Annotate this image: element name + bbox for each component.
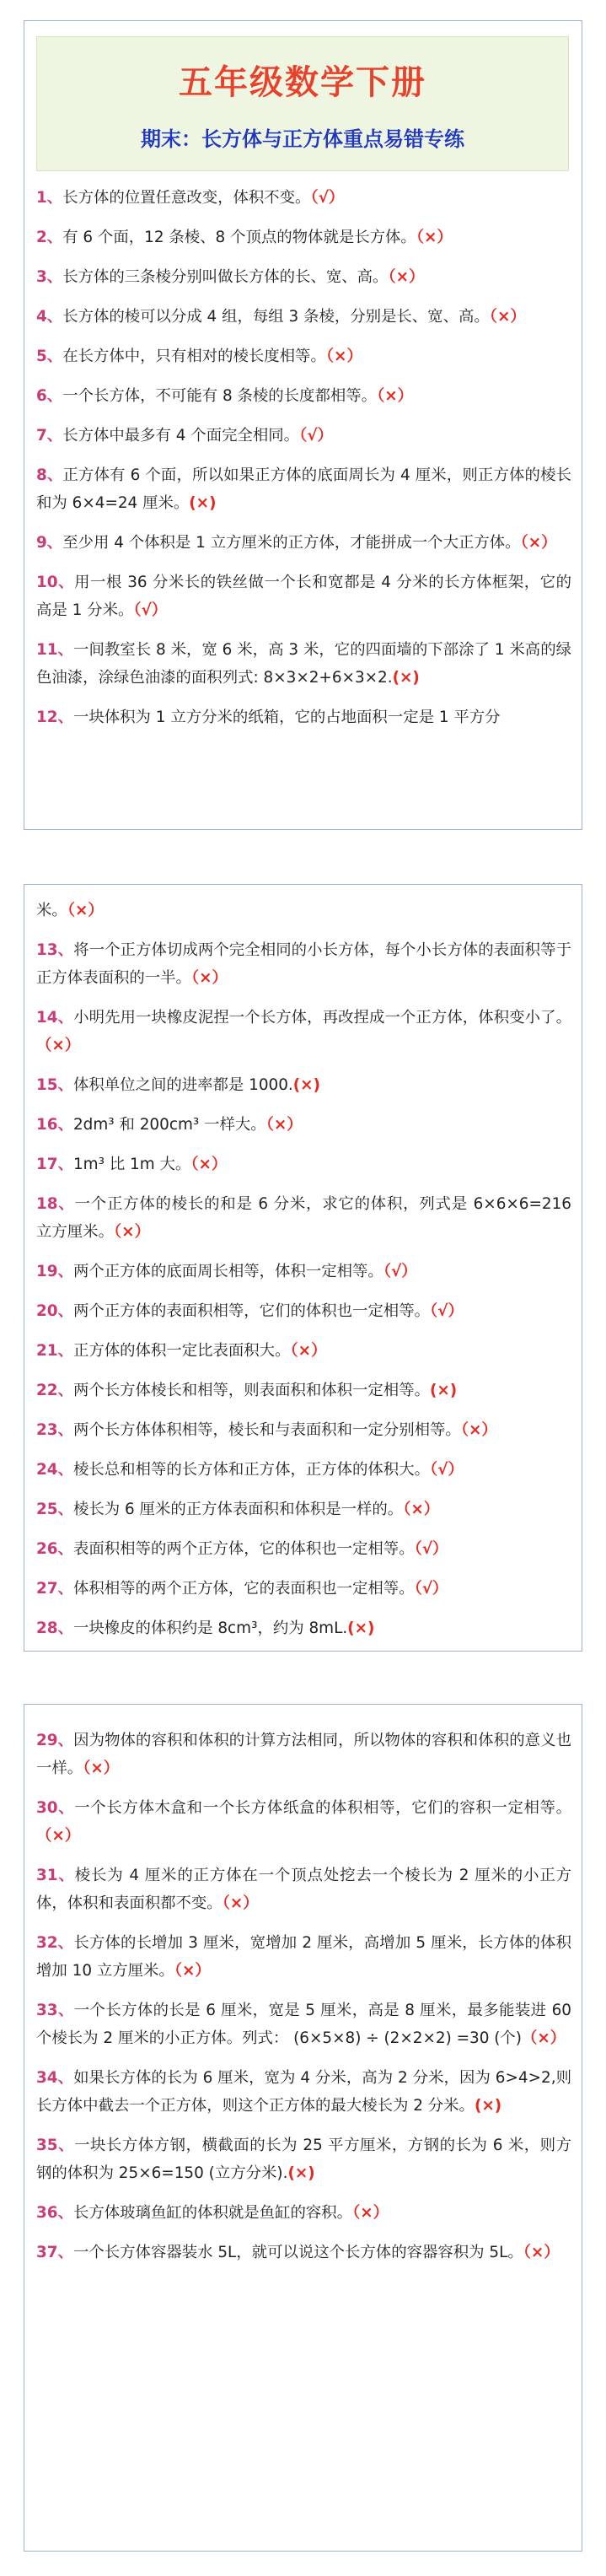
answer-mark: (×) bbox=[392, 669, 420, 687]
answer-mark: （×） bbox=[67, 902, 104, 919]
question-text: 用一根 36 分米长的铁丝做一个长和宽都是 4 分米的长方体框架，它的高是 1 分米。 bbox=[36, 574, 571, 619]
question-text: 棱长为 6 厘米的正方体表面积和体积是一样的。 bbox=[72, 1501, 404, 1518]
question-item bbox=[36, 1258, 571, 1285]
question-item bbox=[36, 1151, 571, 1178]
question-item bbox=[36, 1190, 571, 1246]
question-text: 有 6 个面，12 条棱、8 个顶点的物体就是长方体。 bbox=[62, 229, 416, 246]
question-item bbox=[36, 382, 571, 410]
question-text: 两个长方体体积相等，棱长和与表面积和一定分别相等。 bbox=[72, 1421, 461, 1439]
question-number: 1、 bbox=[36, 189, 63, 207]
question-item bbox=[36, 1111, 571, 1139]
question-text: 一个正方体的棱长的和是 6 分米，求它的体积，列式是 6×6×6=216 立方厘米。 bbox=[36, 1195, 572, 1241]
worksheet-panel-1 bbox=[24, 20, 582, 830]
answer-mark: （√） bbox=[429, 1461, 464, 1479]
answer-mark: （√） bbox=[414, 1540, 448, 1558]
question-item bbox=[36, 1071, 571, 1099]
answer-mark: (×) bbox=[287, 2164, 315, 2182]
question-number: 28、 bbox=[36, 1619, 73, 1637]
answer-mark: （×） bbox=[36, 1037, 81, 1054]
question-item bbox=[36, 1004, 571, 1059]
question-item bbox=[36, 1929, 571, 1985]
question-number: 22、 bbox=[36, 1382, 73, 1399]
question-number: 9、 bbox=[36, 534, 63, 552]
question-text: 正方体的体积一定比表面积大。 bbox=[72, 1342, 291, 1360]
question-number: 34、 bbox=[36, 2069, 74, 2087]
answer-mark: （×） bbox=[83, 1760, 120, 1777]
question-item bbox=[36, 263, 571, 291]
question-text: 1m³ 比 1m 大。 bbox=[72, 1156, 191, 1173]
question-text: 一个长方体木盒和一个长方体纸盒的体积相等，它们的容积一定相等。 bbox=[74, 1799, 571, 1817]
question-text: 在长方体中，只有相对的棱长度相等。 bbox=[62, 348, 326, 365]
answer-mark: (×) bbox=[474, 2097, 502, 2115]
question-text: 两个正方体的底面周长相等，体积一定相等。 bbox=[72, 1263, 383, 1280]
question-item bbox=[36, 703, 571, 731]
question-text: 一块体积为 1 立方分米的纸箱，它的占地面积一定是 1 平方分 bbox=[72, 709, 501, 726]
question-item bbox=[36, 1495, 571, 1523]
question-number: 5、 bbox=[36, 348, 63, 365]
question-number: 13、 bbox=[36, 941, 74, 959]
question-number: 12、 bbox=[36, 709, 73, 726]
question-item bbox=[36, 2064, 571, 2120]
answer-mark: (×) bbox=[292, 1076, 321, 1094]
answer-mark: （×） bbox=[113, 1223, 150, 1241]
answer-mark: （×） bbox=[460, 1421, 497, 1439]
answer-mark: （√） bbox=[299, 427, 333, 445]
answer-mark: （×） bbox=[190, 969, 228, 987]
question-item bbox=[36, 422, 571, 450]
question-item bbox=[36, 1337, 571, 1365]
question-number: 26、 bbox=[36, 1540, 73, 1558]
answer-mark: (×) bbox=[189, 494, 217, 512]
question-number: 18、 bbox=[36, 1195, 75, 1213]
question-item bbox=[36, 1416, 571, 1444]
question-text: 一块长方体方钢，横截面的长为 25 平方厘米，方钢的长为 6 米，则方钢的体积为 25×6=150 (立方分米). bbox=[36, 2137, 571, 2182]
answer-mark: （×） bbox=[174, 1962, 211, 1980]
answer-mark: （√） bbox=[133, 601, 168, 619]
question-item bbox=[36, 1297, 571, 1325]
question-number: 11、 bbox=[36, 641, 74, 659]
answer-mark: （×） bbox=[377, 387, 414, 405]
answer-mark: (×) bbox=[429, 1382, 458, 1399]
question-item bbox=[36, 1727, 571, 1782]
question-number: 10、 bbox=[36, 574, 75, 591]
question-text: 长方体中最多有 4 个面完全相同。 bbox=[62, 427, 300, 445]
question-number: 37、 bbox=[36, 2244, 73, 2261]
answer-mark: （×） bbox=[222, 1894, 259, 1912]
question-item bbox=[36, 2131, 571, 2187]
question-text: 体积相等的两个正方体，它的表面积也一定相等。 bbox=[72, 1580, 415, 1598]
page-subtitle: 期末：长方体与正方体重点易错专练 bbox=[141, 127, 464, 151]
question-text: 一个长方体的长是 6 厘米，宽是 5 厘米，高是 8 厘米，最多能装进 60 个棱长为 2 厘米的小正方体。列式： (6×5×8) ÷ (2×2×2) =30 (个) bbox=[36, 2002, 572, 2047]
question-item bbox=[36, 184, 571, 212]
question-number: 3、 bbox=[36, 268, 63, 286]
question-list-3 bbox=[36, 1727, 571, 2278]
answer-mark: （×） bbox=[325, 348, 362, 365]
question-text: 至少用 4 个体积是 1 立方厘米的正方体，才能拼成一个大正方体。 bbox=[62, 534, 521, 552]
answer-mark: （√） bbox=[429, 1302, 464, 1320]
question-number: 25、 bbox=[36, 1501, 73, 1518]
question-text: 长方体玻璃鱼缸的体积就是鱼缸的容积。 bbox=[72, 2204, 353, 2222]
question-number: 30、 bbox=[36, 1799, 75, 1817]
question-text: 体积单位之间的进率都是 1000. bbox=[72, 1076, 293, 1094]
answer-mark: （×） bbox=[290, 1342, 327, 1360]
question-text: 棱长总和相等的长方体和正方体，正方体的体积大。 bbox=[72, 1461, 430, 1479]
answer-mark: （×） bbox=[416, 229, 453, 246]
answer-mark: （×） bbox=[489, 308, 526, 326]
question-text: 棱长为 4 厘米的正方体在一个顶点处挖去一个棱长为 2 厘米的小正方体，体积和表面积都不变。 bbox=[36, 1867, 571, 1912]
question-item bbox=[36, 1377, 571, 1404]
question-number: 15、 bbox=[36, 1076, 73, 1094]
question-text: 一间教室长 8 米，宽 6 米，高 3 米，它的四面墙的下部涂了 1 米高的绿色油漆，涂绿色油漆的面积列式: 8×3×2+6×3×2. bbox=[36, 641, 572, 687]
answer-mark: （×） bbox=[403, 1501, 440, 1518]
question-number: 36、 bbox=[36, 2204, 73, 2222]
question-number: 14、 bbox=[36, 1009, 74, 1027]
question-item bbox=[36, 1862, 571, 1917]
answer-mark: （×） bbox=[36, 1827, 81, 1845]
question-number: 24、 bbox=[36, 1461, 73, 1479]
question-item bbox=[36, 1535, 571, 1563]
question-text: 一块橡皮的体积约是 8cm³，约为 8mL. bbox=[72, 1619, 348, 1637]
question-text: 长方体的棱可以分成 4 组，每组 3 条棱，分别是长、宽、高。 bbox=[62, 308, 490, 326]
question-number: 29、 bbox=[36, 1732, 74, 1749]
worksheet-panel-2 bbox=[24, 884, 582, 1652]
answer-mark: （×） bbox=[190, 1156, 228, 1173]
question-text: 将一个正方体切成两个完全相同的小长方体，每个小长方体的表面积等于正方体表面积的一半。 bbox=[36, 941, 571, 987]
question-item bbox=[36, 342, 571, 370]
question-text: 两个正方体的表面积相等，它们的体积也一定相等。 bbox=[72, 1302, 430, 1320]
question-number: 31、 bbox=[36, 1867, 75, 1884]
question-number: 32、 bbox=[36, 1934, 74, 1952]
question-text: 正方体有 6 个面，所以如果正方体的底面周长为 4 厘米，则正方体的棱长和为 6×4=24 厘米。 bbox=[36, 466, 571, 512]
question-number: 19、 bbox=[36, 1263, 73, 1280]
question-text: 一个长方体，不可能有 8 条棱的长度都相等。 bbox=[62, 387, 378, 405]
question-item bbox=[36, 224, 571, 251]
answer-mark: （×） bbox=[265, 1116, 303, 1134]
question-item bbox=[36, 461, 571, 517]
answer-mark: （×） bbox=[521, 2029, 566, 2047]
question-text: 一个长方体容器装水 5L，就可以说这个长方体的容器容积为 5L。 bbox=[72, 2244, 523, 2261]
question-number: 17、 bbox=[36, 1156, 73, 1173]
question-item bbox=[36, 897, 571, 924]
question-number: 21、 bbox=[36, 1342, 73, 1360]
question-item bbox=[36, 2199, 571, 2227]
question-item bbox=[36, 636, 571, 692]
question-text: 长方体的三条棱分别叫做长方体的长、宽、高。 bbox=[62, 268, 389, 286]
question-number: 16、 bbox=[36, 1116, 73, 1134]
answer-mark: （×） bbox=[388, 268, 425, 286]
question-list-2 bbox=[36, 897, 571, 1654]
question-number: 2、 bbox=[36, 229, 63, 246]
answer-mark: （×） bbox=[352, 2204, 389, 2222]
question-text: 长方体的长增加 3 厘米，宽增加 2 厘米，高增加 5 厘米，长方体的体积增加 10 立方厘米。 bbox=[36, 1934, 571, 1980]
question-text: 小明先用一块橡皮泥捏一个长方体，再改捏成一个正方体，体积变小了。 bbox=[73, 1009, 571, 1027]
question-number: 7、 bbox=[36, 427, 63, 445]
question-number: 4、 bbox=[36, 308, 63, 326]
question-item bbox=[36, 1794, 571, 1850]
question-text: 两个长方体棱长和相等，则表面积和体积一定相等。 bbox=[72, 1382, 430, 1399]
answer-mark: (×) bbox=[347, 1619, 375, 1637]
question-number: 23、 bbox=[36, 1421, 73, 1439]
question-text: 表面积相等的两个正方体，它的体积也一定相等。 bbox=[72, 1540, 415, 1558]
question-item bbox=[36, 1456, 571, 1484]
question-text: 长方体的位置任意改变，体积不变。 bbox=[62, 189, 311, 207]
answer-mark: （×） bbox=[523, 2244, 560, 2261]
answer-mark: （√） bbox=[310, 189, 345, 207]
question-text: 如果长方体的长为 6 厘米，宽为 4 分米，高为 2 分米，因为 6>4>2,则长方体中截去一个正方体，则这个正方体的最大棱长为 2 分米。 bbox=[36, 2069, 572, 2115]
question-text: 因为物体的容积和体积的计算方法相同，所以物体的容积和体积的意义也一样。 bbox=[36, 1732, 571, 1777]
page-title: 五年级数学下册 bbox=[179, 62, 426, 102]
title-banner bbox=[36, 36, 569, 171]
answer-mark: （√） bbox=[383, 1263, 417, 1280]
question-list-1 bbox=[36, 184, 571, 743]
question-item bbox=[36, 303, 571, 331]
question-number: 33、 bbox=[36, 2002, 74, 2019]
question-number: 6、 bbox=[36, 387, 63, 405]
question-number: 20、 bbox=[36, 1302, 73, 1320]
question-item bbox=[36, 1997, 571, 2052]
question-number: 8、 bbox=[36, 466, 63, 484]
question-item bbox=[36, 2239, 571, 2266]
question-item bbox=[36, 936, 571, 992]
question-text: 米。 bbox=[36, 902, 67, 919]
question-number: 35、 bbox=[36, 2137, 75, 2154]
answer-mark: （×） bbox=[520, 534, 557, 552]
answer-mark: （√） bbox=[414, 1580, 448, 1598]
worksheet-panel-3 bbox=[24, 1704, 582, 2552]
question-item bbox=[36, 1575, 571, 1603]
question-item bbox=[36, 569, 571, 624]
question-item bbox=[36, 1614, 571, 1642]
question-text: 2dm³ 和 200cm³ 一样大。 bbox=[72, 1116, 266, 1134]
question-item bbox=[36, 529, 571, 557]
question-number: 27、 bbox=[36, 1580, 73, 1598]
